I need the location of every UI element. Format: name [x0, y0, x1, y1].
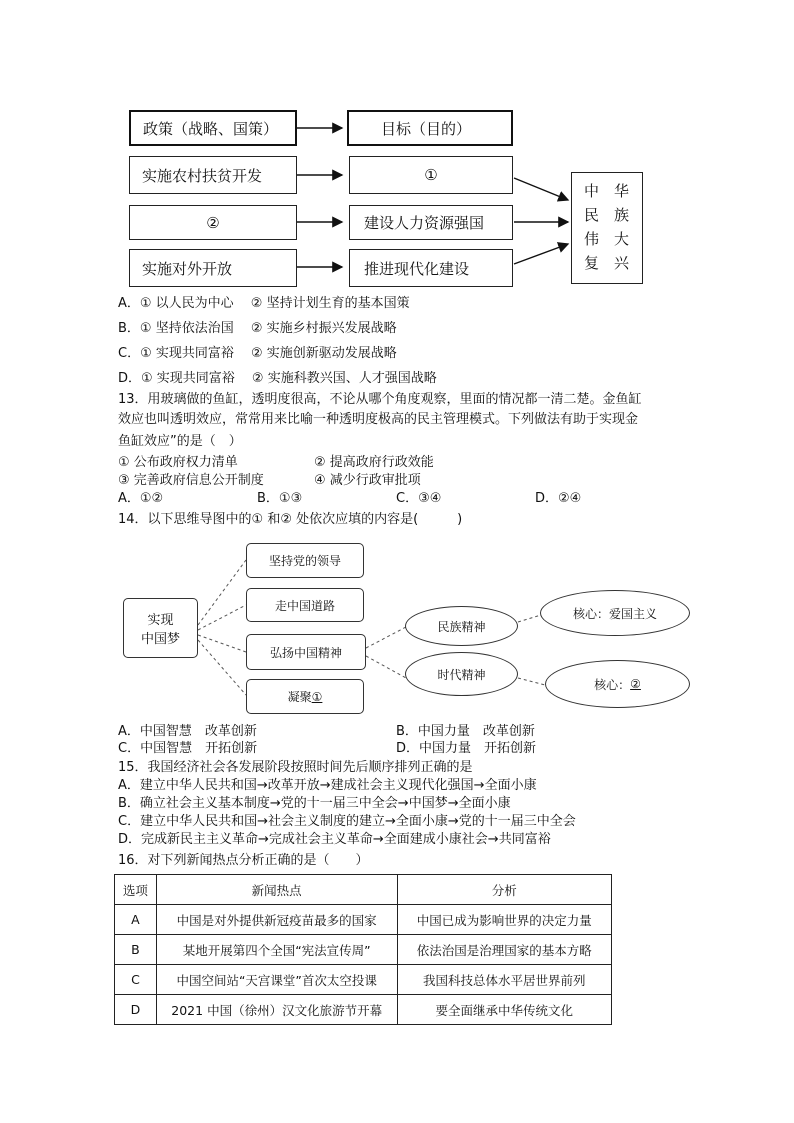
- q12-option-b: B．① 坚持依法治国 ② 实施乡村振兴发展战略: [118, 321, 397, 336]
- row-b-analysis: 依法治国是治理国家的基本方略: [397, 935, 612, 965]
- q13-item-2: ② 提高政府行政效能: [314, 455, 434, 470]
- row-b-news: 某地开展第四个全国“宪法宣传周”: [156, 935, 397, 965]
- row2-goal-label: 建设人力资源强国: [364, 214, 485, 232]
- mind-map-center: [123, 598, 198, 658]
- connector-spirit2: [366, 656, 406, 678]
- branch2-label: 走中国道路: [274, 598, 335, 613]
- row2-goal-box: [349, 205, 513, 240]
- q15-option-c: C．建立中华人民共和国→社会主义制度的建立→全面小康→党的十一届三中全会: [118, 814, 576, 829]
- q13-item-1: ① 公布政府权力清单: [118, 455, 238, 470]
- q15-stem: 15．我国经济社会各发展阶段按照时间先后顺序排列正确的是: [118, 760, 473, 775]
- connector-branch1: [198, 560, 246, 625]
- q14-option-d: D．中国力量 开拓创新: [396, 741, 537, 756]
- core-blank: [545, 660, 690, 708]
- goal-char-8: 兴: [614, 254, 630, 272]
- row-d-news: 2021 中国（徐州）汉文化旅游节开幕: [156, 995, 397, 1025]
- core2-prefix: 核心：: [594, 677, 631, 692]
- spirit1-label: 民族精神: [437, 619, 486, 634]
- branch4-prefix: 凝聚: [287, 690, 312, 704]
- row1-goal-label: ①: [424, 166, 438, 184]
- connector-branch4: [198, 640, 246, 695]
- row-d-option: D: [115, 995, 157, 1025]
- q12-option-a: A．① 以人民为中心 ② 坚持计划生育的基本国策: [118, 296, 410, 311]
- connector-core1: [518, 615, 541, 622]
- q13-item-3: ③ 完善政府信息公开制度: [118, 473, 264, 488]
- q14-option-b: B．中国力量 改革创新: [396, 724, 535, 739]
- goal-char-2: 华: [614, 182, 630, 200]
- connector-core2: [518, 678, 545, 685]
- rejuvenation-goal-box: [571, 172, 643, 284]
- q14-stem: 14．以下思维导图中的① 和② 处依次应填的内容是( ): [118, 512, 463, 527]
- q13-stem-line3: 鱼缸效应”的是（ ）: [118, 434, 242, 449]
- goal-char-1: 中: [584, 182, 600, 200]
- row2-policy-box: [129, 205, 297, 240]
- q15-option-d: D．完成新民主主义革命→完成社会主义革命→全面建成小康社会→共同富裕: [118, 832, 551, 847]
- q14-option-c: C．中国智慧 开拓创新: [118, 741, 258, 756]
- row1-policy-label: 实施农村扶贫开发: [142, 166, 263, 185]
- row-b-option: B: [115, 935, 157, 965]
- branch-china-spirit: [246, 634, 366, 670]
- spirit-times: [405, 652, 518, 696]
- center-line2: 中国梦: [140, 632, 180, 647]
- q14-option-a: A．中国智慧 改革创新: [118, 724, 257, 739]
- table-header-row: [115, 875, 612, 905]
- row1-policy-box: [129, 156, 297, 194]
- header-policy-box: [129, 110, 297, 146]
- row3-policy-box: [129, 249, 297, 287]
- q12-option-c: C．① 实现共同富裕 ② 实施创新驱动发展战略: [118, 346, 397, 361]
- q13-option-c: C．③④: [396, 491, 442, 506]
- header-analysis: 分析: [397, 875, 612, 905]
- connector-branch2: [198, 605, 246, 630]
- spirit-national: [405, 606, 518, 646]
- q16-stem: 16．对下列新闻热点分析正确的是（ ）: [118, 853, 369, 868]
- table-row: [115, 995, 612, 1025]
- row3-policy-label: 实施对外开放: [142, 259, 233, 278]
- row-a-news: 中国是对外提供新冠疫苗最多的国家: [156, 905, 397, 935]
- q13-stem-line1: 13．用玻璃做的鱼缸，透明度很高，不论从哪个角度观察，里面的情况都一清二楚。金鱼缸: [118, 392, 642, 407]
- header-option: 选项: [115, 875, 157, 905]
- arrow-goal3: [514, 244, 568, 264]
- center-line1: 实现: [147, 613, 174, 628]
- table-row: [115, 935, 612, 965]
- spirit2-label: 时代精神: [437, 667, 486, 682]
- goal-char-6: 大: [614, 230, 630, 248]
- branch4-blank-mark: ①: [311, 689, 323, 704]
- header-goal-box: [347, 110, 513, 146]
- branch3-label: 弘扬中国精神: [269, 645, 342, 660]
- header-policy-label: 政策（战略、国策）: [143, 119, 279, 138]
- branch-party-leadership: [246, 543, 364, 578]
- table-row: [115, 965, 612, 995]
- core1-label: 核心：爱国主义: [572, 606, 657, 621]
- row1-goal-box: [349, 156, 513, 194]
- row3-goal-box: [349, 249, 513, 287]
- news-analysis-table: [114, 874, 612, 1025]
- row-a-analysis: 中国已成为影响世界的决定力量: [397, 905, 612, 935]
- connector-spirit1: [366, 627, 406, 648]
- core-patriotism: [540, 590, 690, 636]
- q15-option-b: B．确立社会主义基本制度→党的十一届三中全会→中国梦→全面小康: [118, 796, 511, 811]
- goal-char-5: 伟: [584, 230, 600, 248]
- connector-branch3: [198, 635, 246, 652]
- row2-policy-label: ②: [206, 213, 220, 232]
- header-goal-label: 目标（目的）: [381, 119, 472, 138]
- table-row: [115, 905, 612, 935]
- row-d-analysis: 要全面继承中华传统文化: [397, 995, 612, 1025]
- goal-char-3: 民: [584, 206, 600, 224]
- row-c-option: C: [115, 965, 157, 995]
- goal-char-4: 族: [614, 206, 630, 224]
- arrow-goal1: [514, 178, 568, 200]
- q13-option-d: D．②④: [535, 491, 582, 506]
- q13-option-b: B．①③: [257, 491, 303, 506]
- goal-char-7: 复: [584, 254, 600, 272]
- branch-china-road: [246, 588, 364, 622]
- q15-option-a: A．建立中华人民共和国→改革开放→建成社会主义现代化强国→全面小康: [118, 778, 537, 793]
- branch1-label: 坚持党的领导: [268, 554, 341, 568]
- q13-stem-line2: 效应也叫透明效应，常常用来比喻一种透明度极高的民主管理模式。下列做法有助于实现金: [118, 412, 639, 427]
- branch-gather: [246, 679, 364, 714]
- q13-item-4: ④ 减少行政审批项: [314, 473, 421, 488]
- row-a-option: A: [115, 905, 157, 935]
- header-news: 新闻热点: [156, 875, 397, 905]
- q13-option-a: A．①②: [118, 491, 164, 506]
- core2-blank-mark: ②: [630, 677, 641, 691]
- q12-option-d: D．① 实现共同富裕 ② 实施科教兴国、人才强国战略: [118, 371, 437, 386]
- row-c-news: 中国空间站“天宫课堂”首次太空投课: [156, 965, 397, 995]
- row-c-analysis: 我国科技总体水平居世界前列: [397, 965, 612, 995]
- row3-goal-label: 推进现代化建设: [364, 259, 470, 278]
